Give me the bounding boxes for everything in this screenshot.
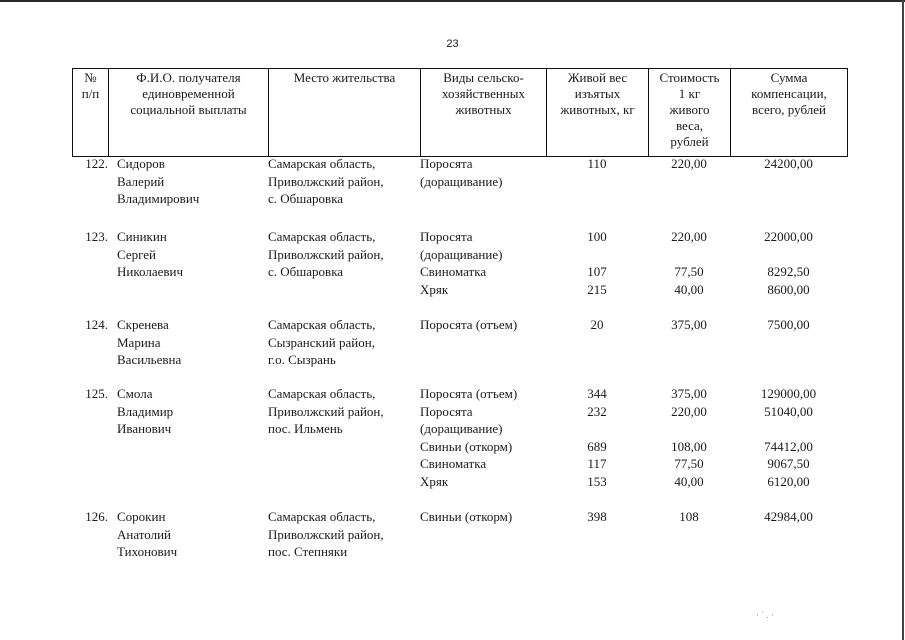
cost-per-kg [648, 228, 730, 298]
cell-line: 8600,00 [767, 281, 810, 297]
cell-line: живого [669, 102, 710, 117]
cell-line: Самарская область, [268, 509, 376, 524]
cell-line: Стоимость [659, 70, 720, 85]
scan-specks: · ˙ . · [756, 610, 774, 620]
cell-line: Хряк [420, 281, 449, 297]
cell-line: 1 кг [678, 86, 701, 101]
scan-edge-top [0, 0, 905, 6]
cell-line: Тихонович [117, 544, 178, 559]
cell-line: Поросята [420, 229, 473, 244]
cell-line: Смола [117, 386, 153, 401]
cell-line [730, 246, 847, 264]
cell-line: Владимирович [117, 191, 200, 206]
cost-per-kg [648, 508, 730, 526]
cell-line: Сидоров [117, 156, 165, 171]
cell-line: 375,00 [671, 386, 707, 401]
table-header [72, 68, 848, 157]
cell-line: 74412,00 [764, 438, 813, 454]
cell-line: Свиньи (откорм) [420, 438, 513, 454]
cell-line: 153 [587, 473, 607, 489]
cell-line [546, 420, 648, 438]
cell-line: Валерий [117, 173, 165, 189]
cell-line: 8292,50 [767, 264, 810, 279]
cell-line: Васильевна [117, 352, 182, 367]
cell-line: Самарская область, [268, 386, 376, 401]
cell-line [730, 420, 847, 438]
cell-line: Свиноматка [420, 456, 487, 471]
cell-line: пос. Ильмень [268, 421, 343, 436]
cell-line: Поросята (отъем) [420, 317, 518, 332]
cell-line: Поросята [420, 403, 473, 419]
live-weights [546, 508, 648, 526]
compensation-sums [730, 155, 847, 173]
cell-line: единовременной [142, 86, 235, 101]
residence [268, 385, 384, 438]
cell-line: п/п [81, 86, 100, 101]
cell-line: Сергей [117, 246, 156, 262]
cell-line: Свиноматка [420, 264, 487, 279]
header-num [73, 69, 109, 156]
animal-kinds [420, 228, 502, 298]
cell-line: компенсации, [751, 86, 827, 101]
header-weight [547, 69, 649, 156]
cell-line [648, 246, 730, 264]
cell-line: 129000,00 [760, 386, 817, 401]
cell-line: Синикин [117, 229, 167, 244]
live-weights [546, 155, 648, 173]
cell-line: всего, рублей [752, 102, 826, 117]
header-name [109, 69, 269, 156]
cell-line: 7500,00 [767, 317, 810, 332]
recipient-name [117, 385, 173, 438]
cell-line: Николаевич [117, 264, 183, 279]
compensation-sums [730, 508, 847, 526]
cell-line: пос. Степняки [268, 544, 348, 559]
header-kind [421, 69, 547, 156]
recipient-name [117, 228, 183, 281]
cell-line: 9067,50 [767, 456, 810, 471]
cell-line: 220,00 [671, 229, 707, 244]
residence [268, 316, 375, 369]
cell-line: Сорокин [117, 509, 166, 524]
row-number: 125. [85, 386, 108, 401]
cell-line: 20 [590, 317, 604, 332]
cell-line: 107 [587, 264, 607, 279]
cell-line: 42984,00 [764, 509, 813, 524]
cell-line: Приволжский район, [268, 246, 384, 262]
cell-line: 6120,00 [767, 473, 810, 489]
cell-line: 117 [587, 456, 607, 471]
cell-line: (доращивание) [420, 173, 503, 189]
live-weights [546, 385, 648, 490]
cost-per-kg [648, 316, 730, 334]
residence [268, 155, 384, 208]
cell-line: хозяйственных [441, 86, 525, 101]
cell-line: социальной выплаты [130, 102, 247, 117]
cell-line: животных [455, 102, 512, 117]
cell-line: 220,00 [671, 156, 707, 171]
cell-line: с. Обшаровка [268, 191, 344, 206]
cell-line: 232 [587, 403, 607, 419]
cell-line: № [84, 70, 97, 85]
cell-line: 220,00 [671, 403, 707, 419]
cell-line: Приволжский район, [268, 403, 384, 419]
cell-line: Место жительства [293, 70, 396, 85]
cell-line: 51040,00 [764, 403, 813, 419]
row-number: 124. [85, 317, 108, 332]
cell-line: (доращивание) [420, 421, 503, 436]
live-weights [546, 228, 648, 298]
row-number: 122. [85, 156, 108, 171]
cell-line: Марина [117, 334, 161, 350]
header-sum [731, 69, 848, 156]
row-number: 123. [85, 229, 108, 244]
cell-line: Виды сельско- [443, 70, 524, 85]
cell-line: веса, [675, 118, 704, 133]
cell-line: 108,00 [671, 438, 707, 454]
cell-line: 110 [587, 156, 607, 171]
animal-kinds [420, 385, 517, 490]
cell-line: Живой вес [567, 70, 628, 85]
cell-line: 24200,00 [764, 156, 813, 171]
cell-line: 375,00 [671, 317, 707, 332]
cell-line: 215 [587, 281, 607, 297]
cell-line [648, 420, 730, 438]
recipient-name [117, 316, 181, 369]
cell-line: Сумма [770, 70, 808, 85]
row-number: 126. [85, 509, 108, 524]
cost-per-kg [648, 155, 730, 173]
page-number: 23 [446, 38, 459, 50]
animal-kinds [420, 316, 517, 334]
header-cost [649, 69, 731, 156]
recipient-name [117, 508, 177, 561]
cell-line: 77,50 [674, 456, 704, 471]
cell-line: 77,50 [674, 264, 704, 279]
cell-line: Поросята (отъем) [420, 386, 518, 401]
cell-line: Ф.И.О. получателя [136, 70, 241, 85]
cell-line: 40,00 [674, 281, 704, 297]
animal-kinds [420, 155, 502, 190]
cell-line: Приволжский район, [268, 173, 384, 189]
live-weights [546, 316, 648, 334]
cell-line: г.о. Сызрань [268, 352, 336, 367]
cell-line: 40,00 [674, 473, 704, 489]
cell-line: животных, кг [560, 102, 635, 117]
cell-line: Свиньи (откорм) [420, 509, 513, 524]
compensation-sums [730, 228, 847, 298]
cell-line: Приволжский район, [268, 526, 384, 542]
cell-line: 22000,00 [764, 229, 813, 244]
cell-line: 398 [587, 509, 607, 524]
compensation-sums [730, 316, 847, 334]
cell-line: изъятых [574, 86, 621, 101]
cell-line: Самарская область, [268, 156, 376, 171]
cell-line: Анатолий [117, 526, 172, 542]
cell-line: Владимир [117, 403, 174, 419]
cell-line: рублей [670, 134, 709, 149]
cell-line: Сызранский район, [268, 334, 375, 350]
cell-line: 689 [587, 438, 607, 454]
cell-line: Поросята [420, 156, 473, 171]
cell-line: (доращивание) [420, 246, 503, 262]
residence [268, 228, 384, 281]
animal-kinds [420, 508, 512, 526]
header-place [269, 69, 421, 156]
cell-line [546, 246, 648, 264]
cost-per-kg [648, 385, 730, 490]
cell-line: Самарская область, [268, 229, 376, 244]
cell-line: 108 [679, 509, 699, 524]
cell-line: Хряк [420, 473, 449, 489]
scan-edge-right [902, 0, 904, 640]
residence [268, 508, 384, 561]
compensation-sums [730, 385, 847, 490]
cell-line: 100 [587, 229, 607, 244]
cell-line: Самарская область, [268, 317, 376, 332]
cell-line: Иванович [117, 421, 172, 436]
cell-line: с. Обшаровка [268, 264, 344, 279]
cell-line: 344 [587, 386, 607, 401]
recipient-name [117, 155, 199, 208]
cell-line: Скренева [117, 317, 169, 332]
